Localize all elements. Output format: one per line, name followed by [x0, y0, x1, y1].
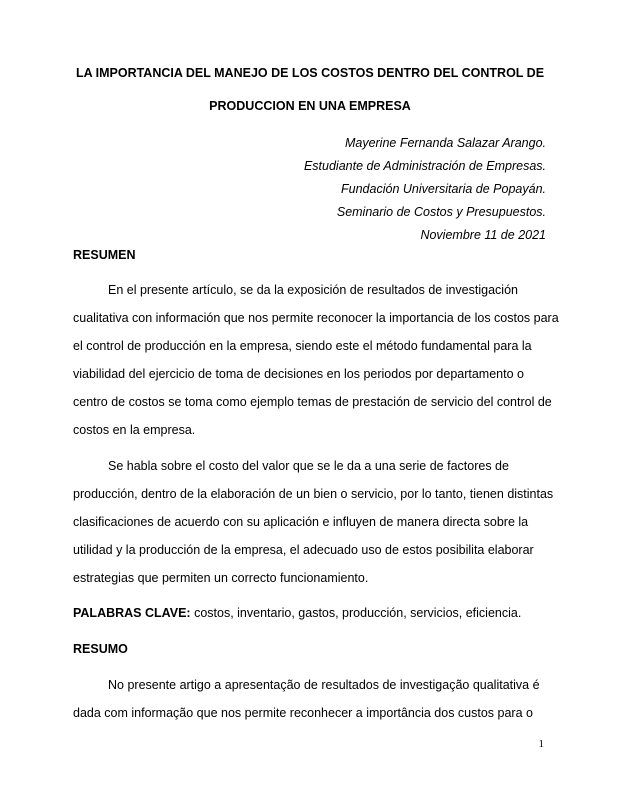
- paragraph-line: centro de costos se toma como ejemplo temas de prestación de servicio del control de: [73, 395, 552, 409]
- paragraph-line: cualitativa con información que nos permite reconocer la importancia de los costos para: [73, 311, 559, 325]
- paragraph-line: clasificaciones de acuerdo con su aplicación e influyen de manera directa sobre la: [73, 515, 529, 529]
- resumo-heading: RESUMO: [73, 642, 128, 656]
- author-program: Estudiante de Administración de Empresas.: [303, 159, 546, 173]
- title-line-2: PRODUCCION EN UNA EMPRESA: [209, 99, 411, 113]
- author-date: Noviembre 11 de 2021: [420, 228, 546, 242]
- paragraph-line: No presente artigo a apresentação de resultados de investigação qualitativa é: [108, 678, 540, 692]
- paragraph-line: En el presente artículo, se da la exposición de resultados de investigación: [108, 283, 518, 297]
- paragraph-line: el control de producción en la empresa, siendo este el método fundamental para la: [73, 339, 532, 353]
- paragraph-line: utilidad y la producción de la empresa, el adecuado uso de estos posibilita elaborar: [73, 543, 534, 557]
- paragraph-line: producción, dentro de la elaboración de un bien o servicio, por lo tanto, tienen distintas: [73, 487, 554, 501]
- author-name: Mayerine Fernanda Salazar Arango.: [344, 136, 546, 150]
- paragraph-line: viabilidad del ejercicio de toma de decisiones en los periodos por departamento o: [73, 367, 524, 381]
- paragraph-line: Se habla sobre el costo del valor que se le da a una serie de factores de: [108, 459, 509, 473]
- keywords-label: PALABRAS CLAVE:: [73, 606, 191, 620]
- keywords-line: [73, 606, 521, 620]
- author-seminar: Seminario de Costos y Presupuestos.: [336, 205, 546, 219]
- paragraph-line: dada com informação que nos permite reconhecer a importância dos custos para o: [73, 706, 533, 720]
- page-number: 1: [538, 738, 544, 750]
- paragraph-line: costos en la empresa.: [73, 423, 196, 437]
- keywords-text: costos, inventario, gastos, producción, servicios, eficiencia.: [190, 606, 522, 620]
- author-block: [146, 0, 546, 250]
- resumen-heading: RESUMEN: [73, 248, 136, 262]
- title-line-1: LA IMPORTANCIA DEL MANEJO DE LOS COSTOS DENTRO DEL CONTROL DE: [75, 66, 545, 80]
- author-institution: Fundación Universitaria de Popayán.: [341, 182, 546, 196]
- paragraph-line: estrategias que permiten un correcto funcionamiento.: [73, 571, 369, 585]
